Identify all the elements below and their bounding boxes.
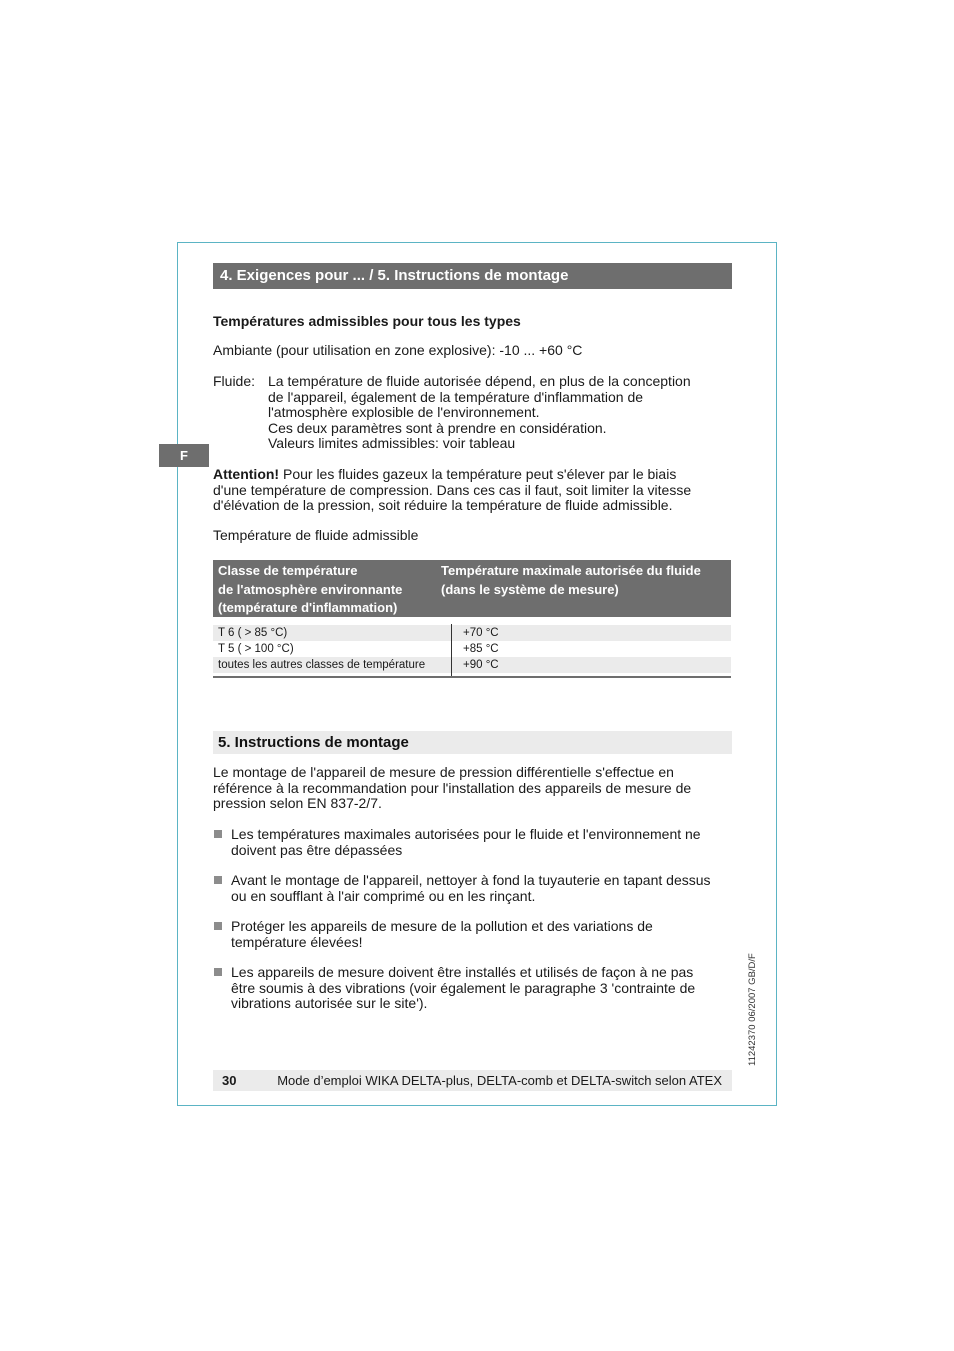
fluid-line: La température de fluide autorisée dépend, en plus de la conception	[268, 373, 691, 389]
class-cell: toutes les autres classes de température	[218, 659, 426, 671]
attention-note	[213, 467, 733, 514]
class-cell: T 6 ( > 85 °C)	[218, 627, 288, 639]
fluid-line: Ces deux paramètres sont à prendre en considération.	[268, 419, 607, 436]
temp-cell: +70 °C	[463, 627, 499, 639]
square-bullet-icon	[214, 830, 222, 838]
column-header-max-temp: Température maximale autorisée du fluide (dans le système de mesure)	[441, 563, 701, 597]
square-bullet-icon	[214, 876, 222, 884]
fluid-line: Valeurs limites admissibles: voir tableau	[268, 435, 516, 451]
page-number: 30	[222, 1073, 237, 1088]
temp-cell: +90 °C	[463, 659, 499, 671]
attention-line: d'élévation de la pression, soit réduire la température de fluide admissible.	[213, 497, 673, 513]
table-row	[213, 641, 731, 657]
section5-intro: Le montage de l'appareil de mesure de pression différentielle s'effectue en référence à la recommandation pour l'installation des appareils de mesure de pression selon EN 837-2/7.	[213, 764, 692, 811]
fluid-line: l'atmosphère explosible de l'environnement.	[268, 404, 540, 420]
fluid-description	[268, 374, 728, 452]
table-caption: Température de fluide admissible	[213, 527, 419, 543]
fluid-line: de l'appareil, également de la température d'inflammation de	[268, 388, 644, 405]
temperatures-heading: Températures admissibles pour tous les types	[213, 313, 521, 329]
table-row	[213, 657, 731, 673]
column-header-class: Classe de température de l'atmosphère environnante (température d'inflammation)	[218, 563, 403, 615]
table-header	[213, 560, 731, 617]
square-bullet-icon	[214, 922, 222, 930]
attention-label: Attention!	[213, 466, 280, 482]
table-bottom-rule	[213, 676, 731, 678]
footer-text: Mode d’emploi WIKA DELTA-plus, DELTA-comb et DELTA-switch selon ATEX	[277, 1073, 722, 1088]
document-code: 11242370 06/2007 GB/D/F	[747, 953, 758, 1066]
attention-line: Pour les fluides gazeux la température peut s'élever par le biais	[279, 466, 677, 482]
table-row	[213, 625, 731, 641]
ambient-temperature: Ambiante (pour utilisation en zone explosive): -10 ... +60 °C	[213, 342, 583, 358]
temp-cell: +85 °C	[463, 643, 499, 655]
class-cell: T 5 ( > 100 °C)	[218, 643, 294, 655]
section5-title: 5. Instructions de montage	[213, 731, 732, 754]
page-footer	[213, 1070, 732, 1091]
square-bullet-icon	[214, 968, 222, 976]
section-header: 4. Exigences pour ... / 5. Instructions de montage	[213, 263, 732, 289]
fluid-label: Fluide:	[213, 373, 256, 389]
language-tab: F	[159, 444, 209, 467]
attention-line: d'une température de compression. Dans ces cas il faut, soit limiter la vitesse	[213, 481, 692, 498]
table-divider	[451, 624, 452, 677]
